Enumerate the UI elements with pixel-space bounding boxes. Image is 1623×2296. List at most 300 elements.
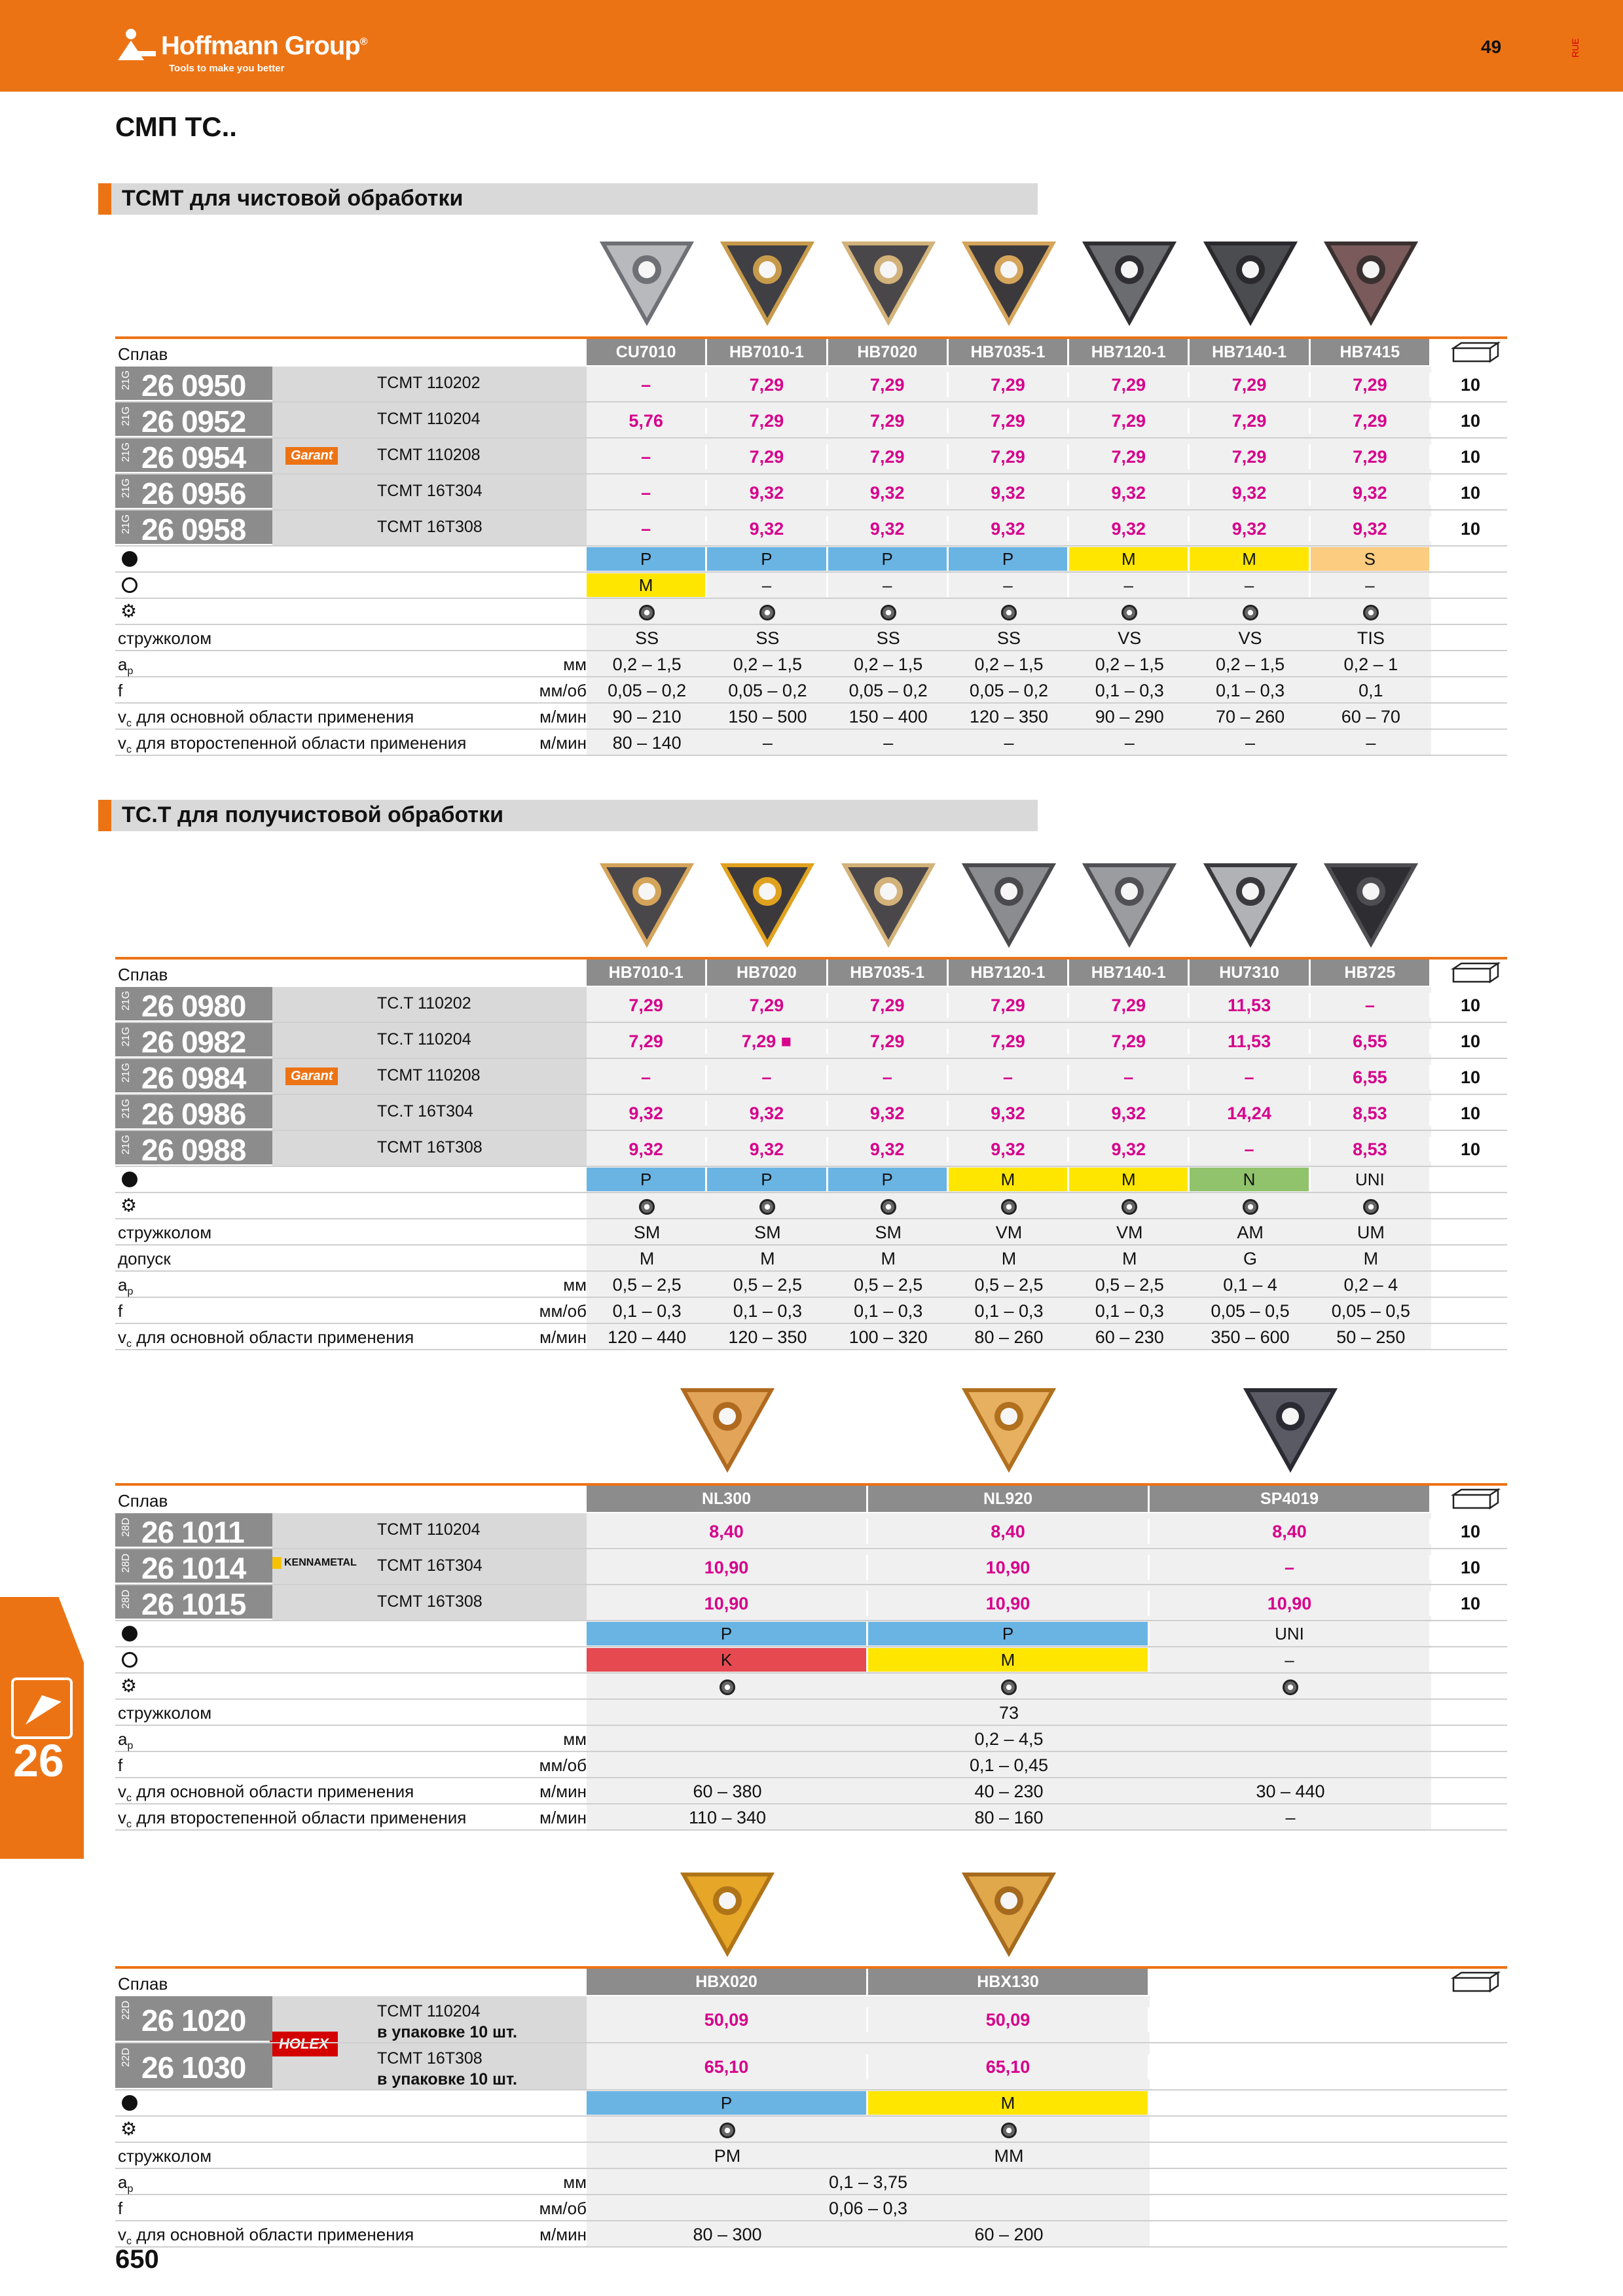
vc1-row — [115, 2221, 1507, 2248]
f-row-unit: мм/об — [539, 2198, 587, 2218]
alloy-label: Сплав — [118, 1974, 168, 1994]
price-cell[interactable]: – — [1311, 993, 1431, 1018]
price-cell[interactable]: 9,32 — [949, 480, 1069, 505]
price-cell[interactable]: 11,53 — [1190, 993, 1310, 1018]
price-cell[interactable]: – — [1190, 1137, 1310, 1162]
type-code: TCMT 110204 — [377, 2002, 481, 2020]
table-header-row — [115, 1486, 1507, 1512]
article-number[interactable] — [115, 987, 272, 1023]
ap-row — [115, 651, 1507, 677]
param-cell: 60 – 70 — [1341, 707, 1400, 726]
price-cell[interactable]: 7,29 — [1069, 408, 1190, 433]
article-group — [119, 1063, 134, 1089]
package-icon — [1451, 1487, 1501, 1511]
grade-header: HB7140-1 — [1069, 960, 1190, 986]
grade-header: CU7010 — [587, 339, 707, 365]
article-number-text: 26 0986 — [141, 1097, 246, 1131]
brand-logo-text: Garant — [291, 1068, 333, 1083]
f-row-label-text: f — [118, 1301, 123, 1321]
param-cell: 0,05 – 0,2 — [969, 681, 1049, 700]
article-number[interactable] — [115, 1996, 272, 2041]
vc1-row-label-text: v — [118, 707, 126, 726]
price-cell[interactable]: 9,32 — [828, 480, 949, 505]
pack-qty: 10 — [1460, 1557, 1481, 1577]
param-cell: 0,5 – 2,5 — [974, 1275, 1044, 1295]
article-row[interactable] — [115, 987, 1507, 1023]
material-cell: UNI — [1150, 1622, 1431, 1645]
price-cell[interactable]: 9,32 — [1311, 480, 1431, 505]
price-cell[interactable]: 9,32 — [1069, 516, 1190, 541]
section-4-insert-images — [0, 1867, 1623, 1965]
ap-row-unit: мм — [563, 655, 587, 674]
price-cell[interactable]: 7,29 — [1190, 408, 1310, 433]
vc1-row — [115, 704, 1507, 730]
material-cell: – — [1150, 1648, 1431, 1672]
param-cell: 0,05 – 0,2 — [608, 681, 687, 700]
price-cell[interactable]: – — [828, 1065, 949, 1090]
article-number[interactable] — [115, 1131, 272, 1167]
article-number[interactable] — [115, 2043, 272, 2088]
material-cell: K — [587, 1648, 868, 1672]
ap-row-unit: мм — [563, 1729, 587, 1749]
article-number-text: 26 1014 — [141, 1551, 246, 1585]
price-cell[interactable]: 7,29 — [828, 993, 949, 1018]
article-number[interactable] — [115, 1023, 272, 1059]
price-cell[interactable]: 10,90 — [587, 1555, 868, 1580]
price-cell[interactable]: 9,32 — [1069, 480, 1190, 505]
chip-row — [115, 1219, 1507, 1246]
article-number[interactable] — [115, 511, 272, 547]
price-cell[interactable]: – — [949, 1065, 1069, 1090]
param-cell: 0,1 – 0,3 — [733, 1301, 802, 1321]
article-row[interactable] — [115, 1023, 1507, 1059]
cutting-edge-row — [115, 1674, 1507, 1700]
param-cell: 0,2 – 1,5 — [1095, 655, 1164, 674]
price-cell[interactable]: 10,90 — [868, 1591, 1150, 1616]
price-cell[interactable]: 14,24 — [1190, 1101, 1310, 1126]
top-page-number: 49 — [1481, 37, 1502, 57]
price-cell[interactable]: 9,32 — [828, 1137, 949, 1162]
article-row[interactable] — [115, 511, 1507, 547]
article-group — [119, 1553, 134, 1579]
param-cell: 0,5 – 2,5 — [854, 1275, 923, 1295]
ap-row — [115, 1272, 1507, 1298]
price-cell[interactable]: 9,32 — [707, 1137, 828, 1162]
package-icon — [1451, 340, 1501, 364]
param-cell: 80 – 140 — [612, 733, 682, 753]
chip-row-label-text: стружколом — [118, 2146, 212, 2166]
material-cell: – — [949, 573, 1069, 597]
article-number[interactable] — [115, 475, 272, 511]
material-cell: P — [828, 1168, 949, 1191]
price-cell[interactable]: 7,29 — [949, 444, 1069, 469]
chip-row-label — [118, 1703, 211, 1723]
ap-row-label-sub: p — [127, 666, 134, 677]
param-cell: VS — [1118, 628, 1142, 648]
article-number[interactable] — [115, 1585, 272, 1619]
price-cell[interactable]: 9,32 — [707, 1101, 828, 1126]
insert-image-0 — [678, 1867, 776, 1958]
grade-header: HB725 — [1311, 960, 1431, 986]
material-cell: P — [949, 547, 1069, 571]
grade-header: HB7035-1 — [828, 960, 949, 986]
insert-chapter-icon — [9, 1676, 75, 1741]
brand-logo-text: HOLEX — [279, 2036, 329, 2052]
price-cell[interactable]: – — [1069, 1065, 1190, 1090]
price-cell[interactable]: 9,32 — [1069, 1101, 1190, 1126]
insert-image-4 — [1080, 236, 1178, 327]
price-cell[interactable]: 7,29 — [828, 444, 949, 469]
gear-icon: ⚙ — [120, 2119, 137, 2139]
vc1-row-label — [118, 707, 414, 730]
price-cell[interactable]: 10,90 — [868, 1555, 1150, 1580]
material-cell: P — [707, 1168, 828, 1191]
price-cell[interactable]: 5,76 — [587, 408, 707, 433]
price-cell[interactable]: 7,29 — [949, 993, 1069, 1018]
param-cell: M — [1363, 1249, 1379, 1268]
price-cell[interactable]: 8,53 — [1311, 1101, 1431, 1126]
price-cell[interactable]: 8,53 — [1311, 1137, 1431, 1162]
vc1-row-unit: м/мин — [539, 1782, 587, 1801]
param-cell: 80 – 160 — [974, 1808, 1044, 1827]
article-group — [119, 2047, 134, 2073]
material-cell: P — [587, 1168, 707, 1191]
price-cell[interactable]: 9,32 — [707, 516, 828, 541]
cutting-edge-row — [115, 2117, 1507, 2143]
price-cell[interactable]: 7,29 — [1069, 444, 1190, 469]
price-cell[interactable]: 9,32 — [949, 1137, 1069, 1162]
chip-row-label — [118, 1223, 211, 1243]
price-cell[interactable]: 7,29 — [1069, 372, 1190, 397]
vc1-row — [115, 1324, 1507, 1350]
param-cell: SS — [756, 628, 780, 648]
param-cell: PM — [714, 2146, 741, 2166]
brand-name: Hoffmann Group® — [161, 31, 367, 60]
param-cell: G — [1243, 1249, 1258, 1268]
chapter-side-tab[interactable] — [0, 1597, 84, 1859]
insert-image-1 — [960, 1867, 1058, 1958]
section-2-title: TC.T для получистовой обработки — [122, 802, 503, 827]
article-group-code: 22D — [120, 2047, 132, 2067]
price-cell[interactable]: – — [587, 516, 707, 541]
param-cell: 0,5 – 2,5 — [1095, 1275, 1164, 1295]
type-code: TCMT 16T304 — [377, 482, 483, 500]
vc2-row — [115, 730, 1507, 756]
grade-header: HB7415 — [1311, 339, 1431, 365]
price-cell[interactable]: 7,29 — [587, 1029, 707, 1054]
type-code: TCMT 16T308 — [377, 1138, 483, 1157]
cutting-edge-cell — [868, 2117, 1150, 2142]
param-cell: M — [760, 1249, 775, 1268]
brand-tagline: Tools to make you better — [169, 63, 285, 74]
vc2-row-label — [118, 733, 466, 756]
f-row-label — [118, 1755, 122, 1776]
article-number[interactable] — [115, 403, 272, 439]
article-group — [119, 2000, 134, 2026]
price-cell[interactable]: 65,10 — [587, 2054, 868, 2079]
price-cell[interactable]: 7,29 — [949, 1029, 1069, 1054]
article-group-code: 21G — [120, 406, 132, 426]
param-cell: – — [1004, 733, 1014, 753]
price-cell[interactable]: – — [587, 372, 707, 397]
article-row[interactable] — [115, 439, 1507, 475]
cutting-edge-cell — [949, 1193, 1069, 1218]
price-cell[interactable]: – — [707, 1065, 828, 1090]
article-row[interactable] — [115, 1585, 1507, 1621]
insert-image-0 — [678, 1382, 776, 1474]
cutting-edge-cell — [1069, 599, 1190, 624]
type-code: TCMT 110208 — [377, 1066, 481, 1085]
price-cell[interactable]: 9,32 — [707, 480, 828, 505]
price-cell[interactable]: 7,29 — [1190, 444, 1310, 469]
price-cell[interactable]: 11,53 — [1190, 1029, 1310, 1054]
article-row[interactable] — [115, 403, 1507, 439]
price-cell[interactable]: 9,32 — [1190, 480, 1310, 505]
price-cell[interactable]: 7,29 — [587, 993, 707, 1018]
article-group — [119, 1027, 134, 1053]
param-cell: – — [1124, 733, 1135, 753]
price-cell[interactable]: – — [587, 1065, 707, 1090]
param-cell: 0,05 – 0,2 — [728, 681, 807, 700]
price-cell[interactable]: 7,29 — [828, 1029, 949, 1054]
type-code: TC.T 110202 — [377, 994, 471, 1013]
article-row[interactable] — [115, 1549, 1507, 1585]
f-row-label — [118, 681, 122, 701]
article-row[interactable] — [115, 1513, 1507, 1549]
param-cell: 120 – 440 — [608, 1327, 687, 1347]
price-cell[interactable]: – — [1190, 1065, 1310, 1090]
ap-row-label-sub: p — [127, 1286, 134, 1298]
chipbreaker-icon — [1122, 605, 1137, 620]
main-material-icon — [122, 551, 137, 567]
brand-logo-text: KENNAMETAL — [284, 1557, 357, 1568]
type-code: TC.T 110204 — [377, 1030, 471, 1049]
pack-qty: 10 — [1460, 374, 1481, 395]
price-cell[interactable]: 7,29 — [949, 372, 1069, 397]
grade-header: NL300 — [587, 1486, 868, 1512]
chip-row — [115, 1700, 1507, 1726]
article-group-code: 21G — [120, 442, 132, 462]
secondary-material-row — [115, 1647, 1507, 1674]
price-cell[interactable]: 6,55 — [1311, 1065, 1431, 1090]
chipbreaker-icon — [1001, 2123, 1017, 2138]
price-cell[interactable]: 7,29 — [828, 372, 949, 397]
secondary-material-icon — [122, 577, 137, 593]
price-cell[interactable]: 9,32 — [587, 1101, 707, 1126]
material-cell: P — [587, 2091, 868, 2115]
param-cell: 80 – 260 — [974, 1327, 1044, 1347]
article-group — [119, 1135, 134, 1161]
price-cell[interactable]: 9,32 — [949, 516, 1069, 541]
article-group-code: 28D — [120, 1589, 132, 1609]
pack-qty: 10 — [1460, 482, 1481, 503]
article-row[interactable] — [115, 367, 1507, 403]
article-group-code: 21G — [120, 514, 132, 534]
price-cell[interactable]: 7,29 — [1311, 408, 1431, 433]
section-2-title-bar — [98, 800, 1038, 831]
article-group — [119, 478, 134, 505]
article-number[interactable] — [115, 439, 272, 475]
section-3-insert-images — [0, 1382, 1623, 1480]
article-number-text: 26 0958 — [141, 512, 246, 547]
price-cell[interactable]: 7,29 — [828, 408, 949, 433]
article-group — [119, 406, 134, 433]
param-cell: SM — [875, 1223, 902, 1242]
article-number[interactable] — [115, 1059, 272, 1095]
param-cell: 350 – 600 — [1211, 1327, 1290, 1347]
param-cell: UM — [1357, 1223, 1385, 1242]
alloy-label: Сплав — [118, 344, 168, 364]
param-cell: 0,05 – 0,5 — [1211, 1301, 1290, 1321]
material-cell: M — [1190, 547, 1310, 571]
f-row-label — [118, 2198, 122, 2219]
grade-header: HBX130 — [868, 1969, 1150, 1995]
param-cell: 150 – 500 — [728, 707, 807, 726]
price-cell[interactable]: 7,29 — [1311, 444, 1431, 469]
type-code: TCMT 110204 — [377, 1520, 481, 1539]
f-row — [115, 2195, 1507, 2221]
article-number-text: 26 1011 — [141, 1515, 244, 1549]
price-cell[interactable]: 9,32 — [1311, 516, 1431, 541]
main-material-row — [115, 1621, 1507, 1647]
price-cell[interactable]: 50,09 — [868, 2007, 1150, 2032]
param-cell: 0,06 – 0,3 — [828, 2198, 908, 2218]
price-cell[interactable]: 8,40 — [1150, 1519, 1431, 1544]
cutting-edge-cell — [1190, 599, 1310, 624]
material-cell: M — [868, 2091, 1150, 2115]
article-number[interactable] — [115, 1513, 272, 1547]
material-cell: – — [1069, 573, 1190, 597]
price-cell[interactable]: 7,29 — [1069, 1029, 1190, 1054]
type-code: TCMT 16T308 — [377, 518, 483, 536]
param-cell: 40 – 230 — [974, 1782, 1044, 1801]
price-cell[interactable]: 6,55 — [1311, 1029, 1431, 1054]
param-cell: – — [883, 733, 894, 753]
material-cell: M — [1069, 1168, 1190, 1191]
insert-image-6 — [1322, 857, 1420, 949]
price-cell[interactable]: 8,40 — [868, 1519, 1150, 1544]
param-cell: 100 – 320 — [848, 1327, 928, 1347]
article-number[interactable] — [115, 1549, 272, 1583]
cutting-edge-cell — [587, 599, 707, 624]
type-code: TCMT 110204 — [377, 410, 481, 428]
chip-row-label-text: стружколом — [118, 1703, 212, 1723]
param-cell: 0,2 – 1,5 — [854, 655, 923, 674]
price-cell[interactable]: 8,40 — [587, 1519, 868, 1544]
price-cell[interactable]: 9,32 — [949, 1101, 1069, 1126]
main-material-icon — [122, 1626, 137, 1641]
tol-row-label — [118, 1249, 171, 1269]
page-title: СМП ТС.. — [115, 111, 237, 142]
price-cell[interactable]: 7,29 ■ — [707, 1029, 828, 1054]
material-cell: N — [1190, 1168, 1310, 1191]
f-row-unit: мм/об — [539, 681, 587, 700]
param-cell: 0,5 – 2,5 — [612, 1275, 682, 1295]
article-row[interactable] — [115, 475, 1507, 511]
price-cell[interactable]: 9,32 — [828, 1101, 949, 1126]
vc1-row-label-sub: c — [126, 1793, 132, 1804]
f-row-label — [118, 1301, 122, 1321]
material-cell: P — [707, 547, 828, 571]
price-cell[interactable]: 7,29 — [949, 408, 1069, 433]
param-cell: AM — [1237, 1223, 1264, 1242]
insert-image-1 — [718, 236, 816, 327]
package-note: в упаковке 10 шт. — [377, 2070, 517, 2089]
cutting-edge-cell — [949, 599, 1069, 624]
param-cell: SM — [633, 1223, 661, 1242]
alloy-label: Сплав — [118, 965, 168, 984]
article-row[interactable] — [115, 2043, 1507, 2090]
material-cell: M — [949, 1168, 1069, 1191]
article-row[interactable] — [115, 1095, 1507, 1131]
article-number[interactable] — [115, 1095, 272, 1131]
secondary-material-row — [115, 573, 1507, 599]
gear-icon: ⚙ — [120, 1195, 137, 1215]
insert-image-5 — [1201, 236, 1300, 327]
price-cell[interactable]: – — [587, 480, 707, 505]
article-group — [119, 1099, 134, 1125]
gear-icon: ⚙ — [120, 1676, 137, 1696]
article-group-code: 21G — [120, 1098, 132, 1119]
vc1-row-label — [118, 1782, 414, 1804]
vc2-row-label-rest: для второстепенной области применения — [132, 1808, 467, 1827]
ap-row-unit: мм — [563, 2172, 587, 2192]
chip-row-label-text: стружколом — [118, 1223, 212, 1242]
pack-qty: 10 — [1460, 1521, 1481, 1541]
pack-qty: 10 — [1460, 446, 1481, 467]
article-row[interactable] — [115, 1996, 1507, 2043]
material-cell: – — [1190, 573, 1310, 597]
article-row[interactable] — [115, 1059, 1507, 1095]
price-cell[interactable]: 7,29 — [707, 372, 828, 397]
price-cell[interactable]: 7,29 — [707, 444, 828, 469]
article-number-text: 26 0950 — [141, 368, 246, 403]
price-cell[interactable]: 10,90 — [587, 1591, 868, 1616]
f-row-unit: мм/об — [539, 1301, 587, 1321]
price-cell[interactable]: 7,29 — [1069, 993, 1190, 1018]
type-code: TCMT 16T304 — [377, 1556, 483, 1575]
article-number[interactable] — [115, 367, 272, 403]
price-cell[interactable]: 9,32 — [1069, 1137, 1190, 1162]
price-cell[interactable]: 7,29 — [707, 408, 828, 433]
article-group-code: 21G — [120, 1026, 132, 1047]
price-cell[interactable]: 65,10 — [868, 2054, 1150, 2079]
price-cell[interactable]: 9,32 — [587, 1137, 707, 1162]
article-row[interactable] — [115, 1131, 1507, 1167]
param-cell: SM — [754, 1223, 781, 1242]
material-cell: M — [587, 573, 707, 597]
price-cell[interactable]: – — [1150, 1555, 1431, 1580]
price-cell[interactable]: – — [587, 444, 707, 469]
page-header — [0, 0, 1623, 92]
price-cell[interactable]: 10,90 — [1150, 1591, 1431, 1616]
material-cell: M — [1069, 547, 1190, 571]
grade-header: HBX020 — [587, 1969, 868, 1995]
chipbreaker-icon — [1243, 1199, 1258, 1215]
ap-row-unit: мм — [563, 1275, 587, 1295]
price-cell[interactable]: 50,09 — [587, 2007, 868, 2032]
grade-header: SP4019 — [1150, 1486, 1431, 1512]
vc1-row-label-sub: c — [126, 1338, 132, 1350]
price-cell[interactable]: 9,32 — [828, 516, 949, 541]
price-cell[interactable]: 7,29 — [1190, 372, 1310, 397]
grade-header: HB7035-1 — [949, 339, 1069, 365]
price-cell[interactable]: 9,32 — [1190, 516, 1310, 541]
param-cell: 0,1 – 0,3 — [1095, 1301, 1164, 1321]
price-cell[interactable]: 7,29 — [1311, 372, 1431, 397]
price-cell[interactable]: 7,29 — [707, 993, 828, 1018]
chipbreaker-icon — [639, 1199, 655, 1215]
